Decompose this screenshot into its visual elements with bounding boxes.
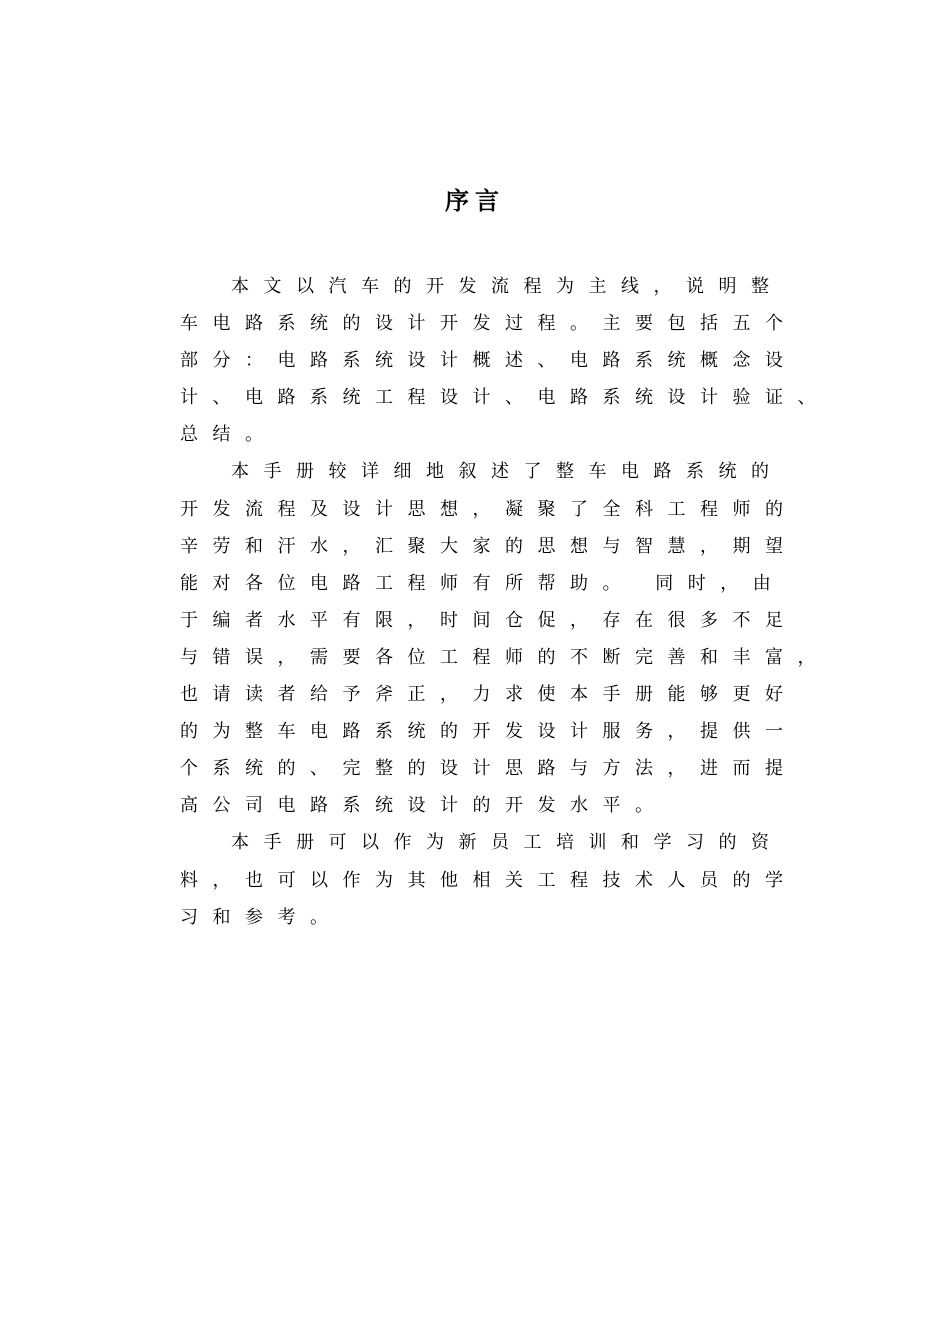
text-line: 能对各位电路工程师有所帮助。 同时，由	[180, 572, 786, 594]
text-line: 个系统的、完整的设计思路与方法，进而提	[180, 758, 798, 780]
text-line: 于编者水平有限，时间仓促，存在很多不足	[180, 609, 798, 631]
text-line: 也请读者给予斧正，力求使本手册能够更好	[180, 684, 798, 706]
text-line: 的为整车电路系统的开发设计服务，提供一	[180, 721, 798, 743]
text-line: 开发流程及设计思想，凝聚了全科工程师的	[180, 498, 798, 520]
text-line: 辛劳和汗水，汇聚大家的思想与智慧，期望	[180, 535, 798, 557]
text-line: 本文以汽车的开发流程为主线，说明整	[231, 276, 784, 297]
text-line: 本手册可以作为新员工培训和学习的资	[231, 832, 784, 854]
page-title: 序言	[445, 186, 505, 215]
text-line: 计、电路系统工程设计、电路系统设计验证、	[180, 387, 830, 409]
text-line: 与错误，需要各位工程师的不断完善和丰富，	[180, 646, 830, 668]
text-line: 高公司电路系统设计的开发水平。	[180, 795, 668, 817]
text-line: 本手册较详细地叙述了整车电路系统的	[231, 461, 784, 483]
preface-body	[180, 268, 840, 936]
text-line: 总结。	[180, 424, 278, 446]
text-line: 部分：电路系统设计概述、电路系统概念设	[180, 350, 798, 372]
text-line: 车电路系统的设计开发过程。主要包括五个	[180, 313, 798, 335]
text-line: 料，也可以作为其他相关工程技术人员的学	[180, 869, 798, 891]
text-line: 习和参考。	[180, 906, 343, 928]
